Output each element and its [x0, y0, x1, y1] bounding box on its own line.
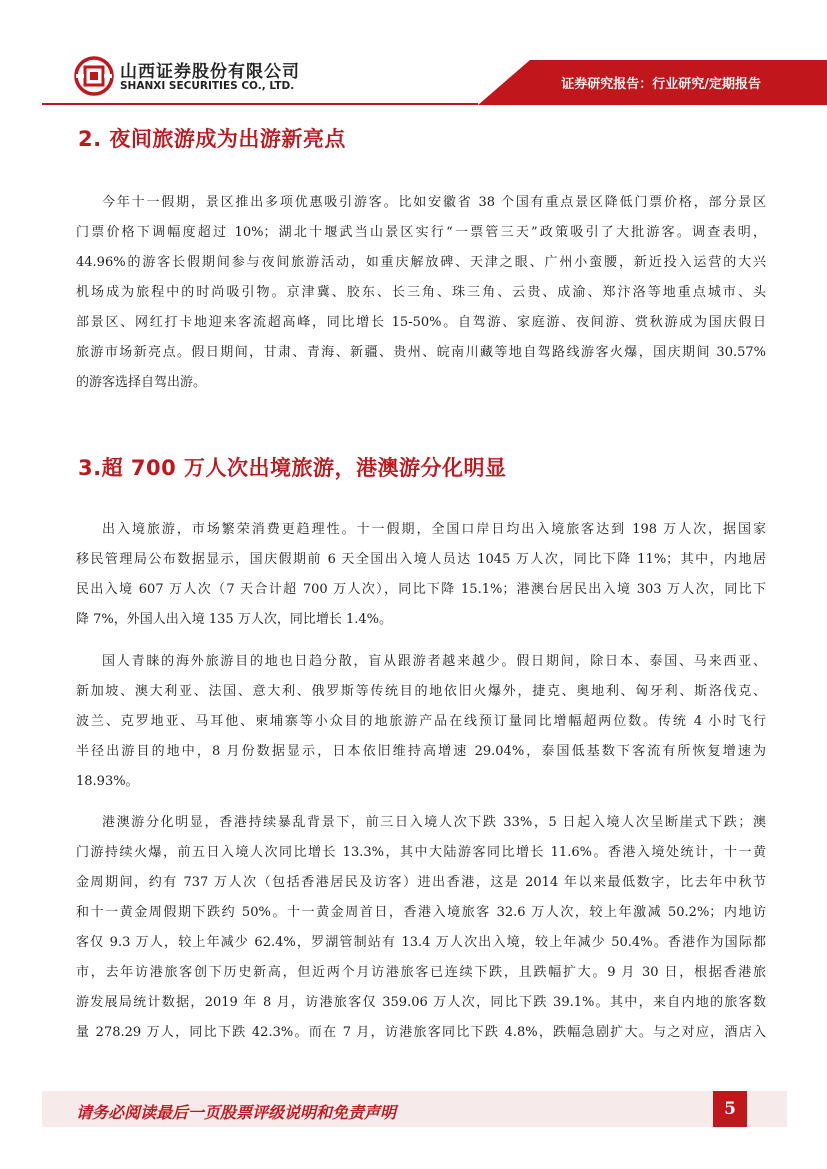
text-line: 的游客选择自驾出游。 [76, 375, 207, 390]
text-line: 门游持续火爆，前五日入境人次同比增长 13.3%，其中大陆游客同比增长 11.6%。香港入境处统计，十一黄 [76, 845, 766, 860]
section-2-paragraph-1 [76, 188, 766, 398]
section-3-paragraph-3 [76, 808, 766, 1048]
section-3-paragraph-2 [76, 647, 766, 797]
text-line: 18.93%。 [76, 774, 139, 789]
section-3-heading: 3.超 700 万人次出境旅游，港澳游分化明显 [78, 456, 507, 480]
text-line: 新加坡、澳大利亚、法国、意大利、俄罗斯等传统目的地依旧火爆外，捷克、奥地利、匈牙利、斯洛伐克、 [76, 684, 766, 699]
text-line: 波兰、克罗地亚、马耳他、柬埔寨等小众目的地旅游产品在线预订量同比增幅超两位数。传统 4 小时飞行 [76, 714, 766, 729]
text-line: 金周期间，约有 737 万人次（包括香港居民及访客）进出香港，这是 2014 年以来最低数字，比去年中秋节 [76, 875, 766, 890]
text-line: 市，去年访港旅客创下历史新高，但近两个月访港旅客已连续下跌，且跌幅扩大。9 月 30 日，根据香港旅 [76, 965, 766, 980]
text-line: 国人青睐的海外旅游目的地也日趋分散，盲从跟游者越来越少。假日期间，除日本、泰国、马来西亚、 [102, 654, 766, 669]
page-header [0, 0, 827, 105]
section-3-paragraph-1 [76, 515, 766, 635]
text-line: 旅游市场新亮点。假日期间，甘肃、青海、新疆、贵州、皖南川藏等地自驾路线游客火爆，国庆期间 30.57% [76, 345, 766, 360]
text-line: 门票价格下调幅度超过 10%；湖北十堰武当山景区实行“一票管三天”政策吸引了大批游客。调查表明， [76, 225, 766, 240]
text-line: 机场成为旅程中的时尚吸引物。京津冀、胶东、长三角、珠三角、云贵、成渝、郑汴洛等地重点城市、头 [76, 285, 766, 300]
text-line: 今年十一假期，景区推出多项优惠吸引游客。比如安徽省 38 个国有重点景区降低门票价格，部分景区 [102, 195, 766, 210]
text-line: 民出入境 607 万人次（7 天合计超 700 万人次），同比下降 15.1%；港澳台居民出入境 303 万人次，同比下 [76, 582, 766, 597]
text-line: 游发展局统计数据，2019 年 8 月，访港旅客仅 359.06 万人次，同比下跌 39.1%。其中，来自内地的旅客数 [76, 995, 766, 1010]
company-logo-icon [74, 56, 114, 96]
text-line: 客仅 9.3 万人，较上年减少 62.4%，罗湖管制站有 13.4 万人次出入境，较上年减少 50.4%。香港作为国际都 [76, 935, 766, 950]
report-type-label: 证券研究报告：行业研究/定期报告 [561, 77, 761, 92]
company-name-en: SHANXI SECURITIES CO., LTD. [120, 80, 295, 92]
section-2-heading: 2. 夜间旅游成为出游新亮点 [78, 127, 346, 151]
footer-disclaimer: 请务必阅读最后一页股票评级说明和免责声明 [76, 1103, 397, 1122]
text-line: 降 7%，外国人出入境 135 万人次，同比增长 1.4%。 [76, 612, 392, 627]
text-line: 移民管理局公布数据显示，国庆假期前 6 天全国出入境人员达 1045 万人次，同比下降 11%；其中，内地居 [76, 552, 766, 567]
page-number: 5 [713, 1091, 747, 1127]
company-name-cn: 山西证券股份有限公司 [120, 62, 300, 82]
text-line: 出入境旅游，市场繁荣消费更趋理性。十一假期，全国口岸日均出入境旅客达到 198 万人次，据国家 [102, 522, 766, 537]
text-line: 44.96%的游客长假期间参与夜间旅游活动，如重庆解放碑、天津之眼、广州小蛮腰，新近投入运营的大兴 [76, 255, 766, 270]
text-line: 量 278.29 万人，同比下跌 42.3%。而在 7 月，访港旅客同比下跌 4.8%，跌幅急剧扩大。与之对应，酒店入 [76, 1025, 766, 1040]
text-line: 港澳游分化明显，香港持续暴乱背景下，前三日入境人次下跌 33%，5 日起入境人次呈断崖式下跌；澳 [102, 815, 766, 830]
text-line: 和十一黄金周假期下跌约 50%。十一黄金周首日，香港入境旅客 32.6 万人次，较上年激减 50.2%；内地访 [76, 905, 766, 920]
text-line: 半径出游目的地中，8 月份数据显示，日本依旧维持高增速 29.04%，泰国低基数下客流有所恢复增速为 [76, 744, 766, 759]
text-line: 部景区、网红打卡地迎来客流超高峰，同比增长 15-50%。自驾游、家庭游、夜间游、赏秋游成为国庆假日 [76, 315, 766, 330]
